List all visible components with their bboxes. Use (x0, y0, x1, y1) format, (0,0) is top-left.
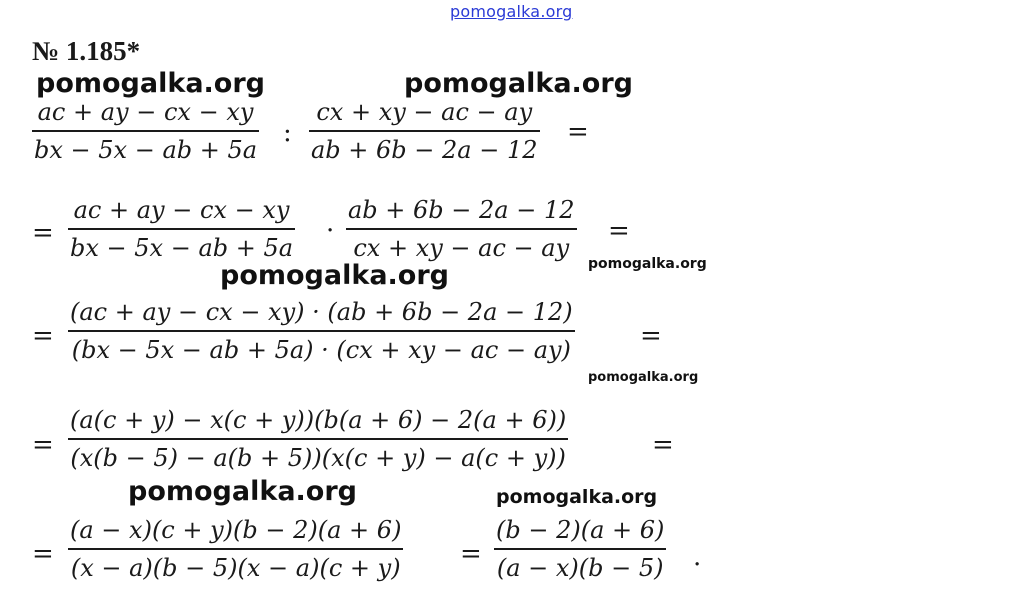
line2-f2-denominator: cx + xy − ac − ay (353, 233, 570, 262)
line2-f1-numerator: ac + ay − cx − xy (73, 196, 290, 224)
line3-equals: = (640, 321, 662, 351)
watermark-5: pomogalka.org (588, 370, 699, 385)
watermark-6: pomogalka.org (128, 476, 357, 507)
line1-f2-numerator: cx + xy − ac − ay (316, 98, 533, 126)
line1-f1-numerator: ac + ay − cx − xy (37, 98, 254, 126)
watermark-1: pomogalka.org (36, 68, 265, 99)
line1-f2-denominator: ab + 6b − 2a − 12 (311, 135, 538, 164)
line4-numerator: (a(c + y) − x(c + y))(b(a + 6) − 2(a + 6)) (70, 406, 567, 434)
line5-fraction-2 (494, 516, 666, 582)
line5-fraction-1 (68, 516, 403, 582)
line2-multiply-operator: · (326, 216, 335, 246)
line4-fraction (68, 406, 568, 472)
line5-equals-start: = (32, 539, 54, 569)
line1-f1-denominator: bx − 5x − ab + 5a (34, 135, 258, 164)
line1-divide-operator: : (283, 118, 292, 148)
line1-fraction-1 (32, 98, 259, 164)
line5-f2-numerator: (b − 2)(a + 6) (496, 516, 665, 544)
line5-f1-denominator: (x − a)(b − 5)(x − a)(c + y) (70, 553, 401, 582)
line2-equals-start: = (32, 218, 54, 248)
problem-number: № 1.185* (32, 36, 141, 66)
line3-fraction (68, 298, 575, 364)
line2-fraction-2 (346, 196, 577, 262)
line4-equals: = (652, 430, 674, 460)
line3-numerator: (ac + ay − cx − xy) · (ab + 6b − 2a − 12) (70, 298, 573, 326)
line5-f1-numerator: (a − x)(c + y)(b − 2)(a + 6) (70, 516, 402, 544)
line5-equals: = (460, 539, 482, 569)
line2-f1-denominator: bx − 5x − ab + 5a (70, 233, 294, 262)
line2-equals: = (608, 216, 630, 246)
watermark-2: pomogalka.org (404, 68, 633, 99)
line4-denominator: (x(b − 5) − a(b + 5))(x(c + y) − a(c + y)) (70, 443, 566, 472)
line5-f2-denominator: (a − x)(b − 5) (496, 553, 664, 582)
watermark-4: pomogalka.org (220, 260, 449, 291)
site-link[interactable]: pomogalka.org (450, 2, 573, 21)
line1-fraction-2 (309, 98, 540, 164)
line2-f2-numerator: ab + 6b − 2a − 12 (348, 196, 575, 224)
watermark-3: pomogalka.org (588, 256, 707, 272)
watermark-7: pomogalka.org (496, 486, 658, 508)
line5-period: . (693, 542, 702, 572)
line1-equals: = (567, 117, 589, 147)
line2-fraction-1 (68, 196, 295, 262)
line3-denominator: (bx − 5x − ab + 5a) · (cx + xy − ac − ay) (71, 335, 571, 364)
line4-equals-start: = (32, 430, 54, 460)
line3-equals-start: = (32, 321, 54, 351)
